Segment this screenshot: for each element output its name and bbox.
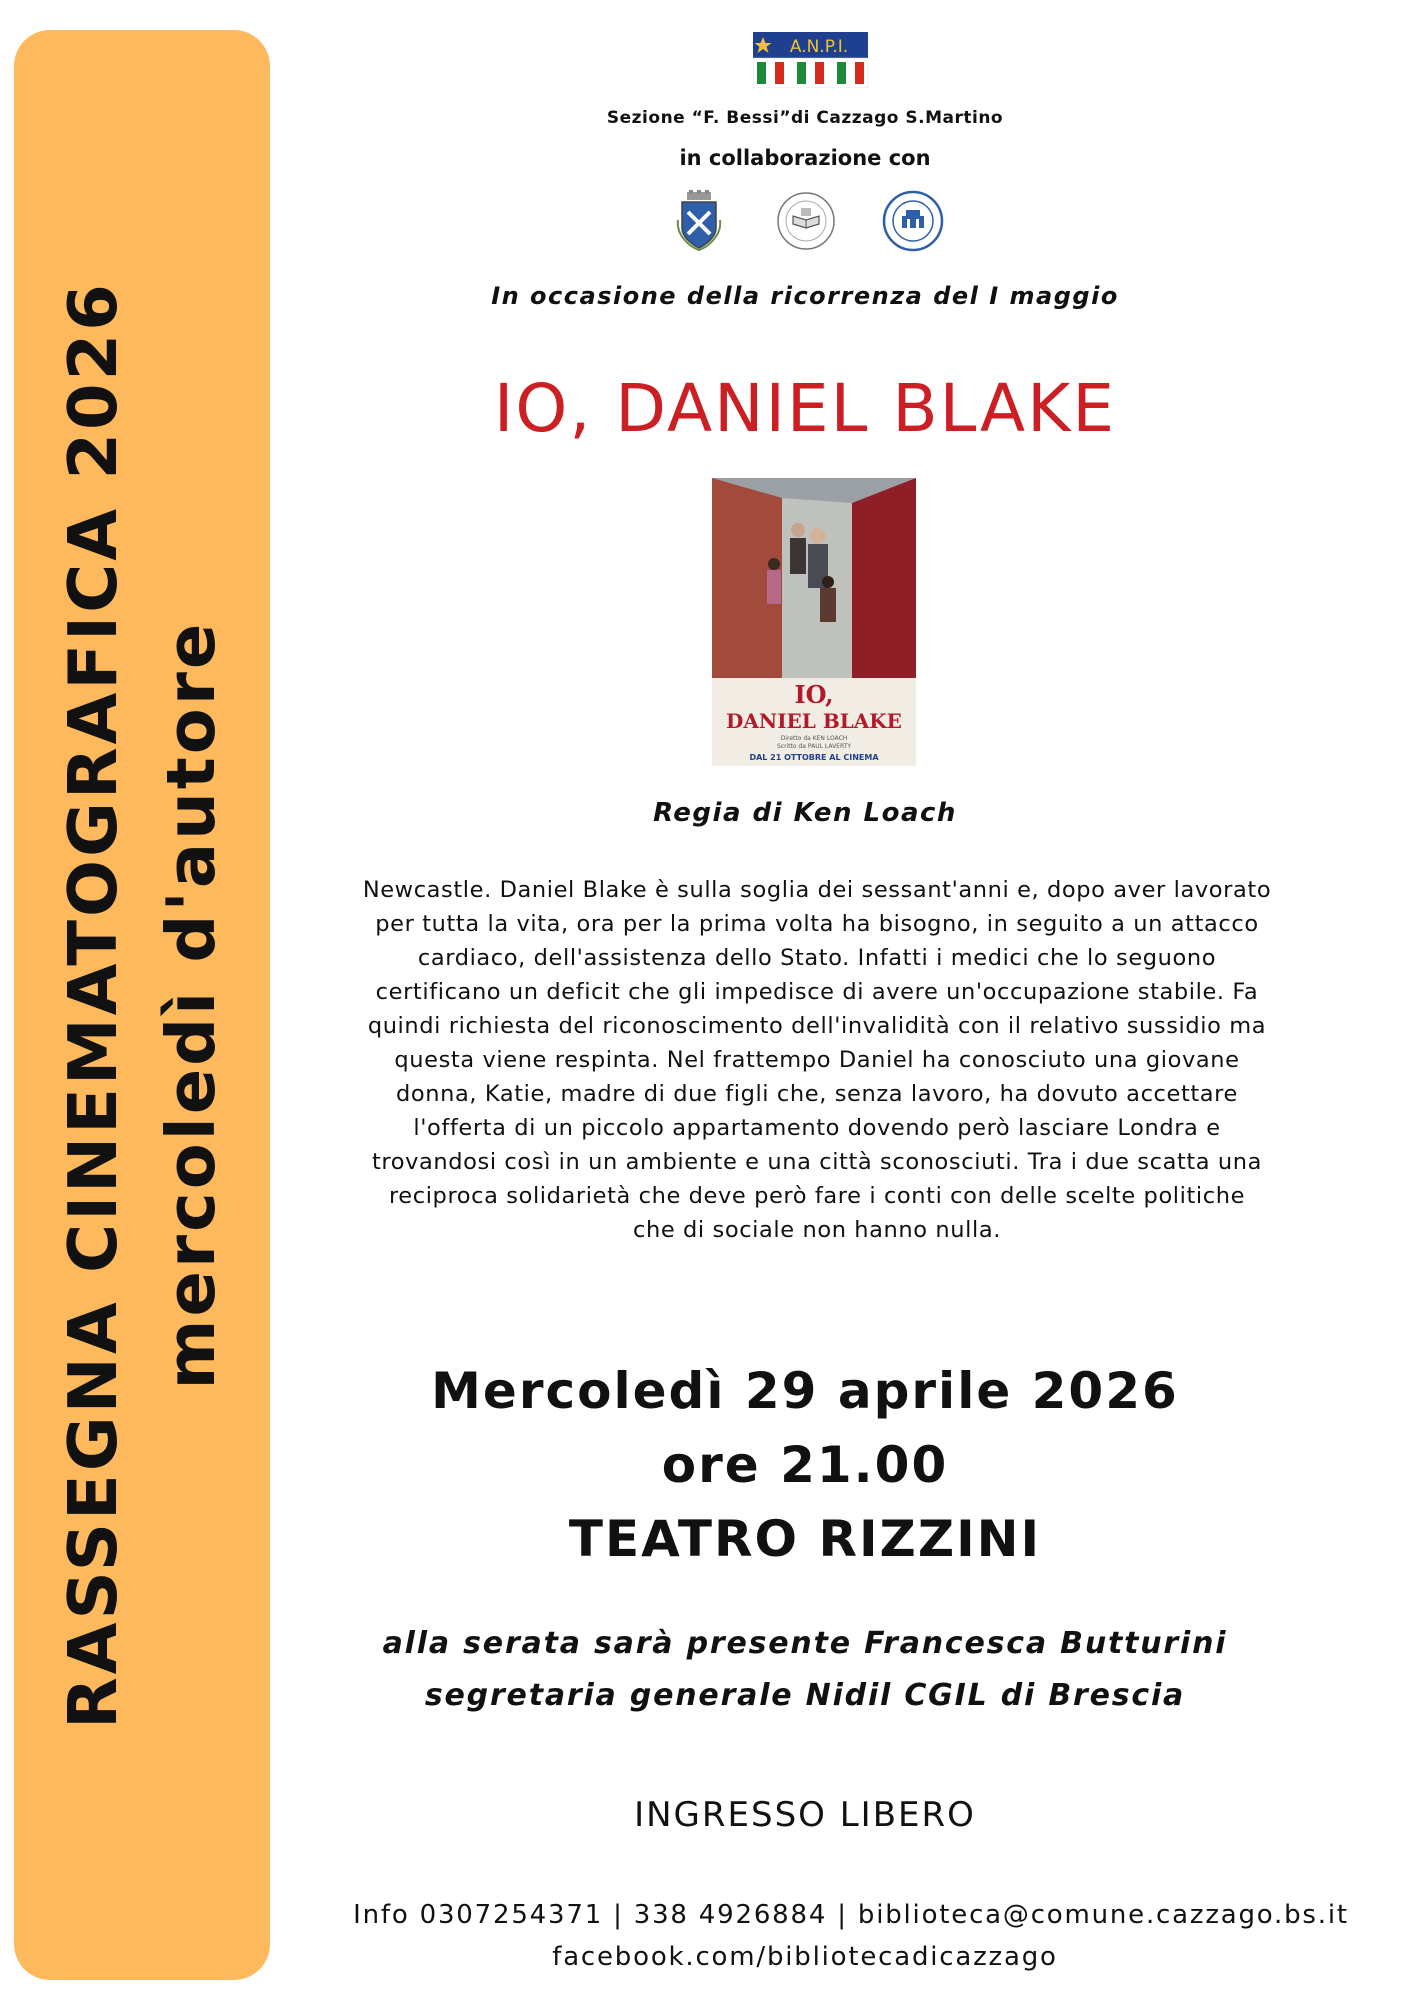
event-time: ore 21.00 [661,1436,949,1494]
film-poster [712,478,916,766]
poster-credits-line2: Scritto da PAUL LAVERTY [776,743,852,750]
synopsis-line: cardiaco, dell'assistenza dello Stato. Infatti i medici che lo seguono [417,945,1217,971]
synopsis-line: quindi richiesta del riconoscimento dell'invalidità con il relativo sussidio ma [367,1013,1267,1039]
synopsis-line: trovandosi così in un ambiente e una città sconosciuti. Tra i due scatta una [371,1149,1263,1175]
synopsis-line: l'offerta di un piccolo appartamento dovendo però lasciare Londra e [413,1115,1221,1141]
poster-credits-line1: Diretto da KEN LOACH [780,735,848,742]
sidebar-series-subtitle: mercoledì d'autore [152,620,230,1390]
contact-info: Info 0307254371 | 338 4926884 | biblioteca@comune.cazzago.bs.it [353,1900,1349,1930]
poster-title-line1: IO, [794,680,834,709]
film-synopsis [312,873,1322,1247]
synopsis-line: che di sociale non hanno nulla. [633,1217,1001,1243]
main-content [290,0,1414,2000]
collaboration-label: in collaborazione con [679,146,931,170]
sidebar-title [44,281,240,1729]
coat-of-arms-icon [674,190,724,252]
anpi-logo [753,32,868,88]
facebook-link: facebook.com/bibliotecadicazzago [552,1942,1058,1972]
sidebar-series-title: RASSEGNA CINEMATOGRAFICA 2026 [54,281,132,1729]
poster-release: DAL 21 OTTOBRE AL CINEMA [749,753,879,762]
synopsis-line: certificano un deficit che gli impedisce di avere un'occupazione stabile. Fa [375,979,1259,1005]
entry-notice: INGRESSO LIBERO [634,1795,976,1835]
synopsis-line: per tutta la vita, ora per la prima volta ha bisogno, in seguito a un attacco [375,911,1259,937]
guest-line-1: alla serata sarà presente Francesca Butturini [382,1626,1228,1661]
poster-title-line2: DANIEL BLAKE [726,709,902,733]
film-director: Regia di Ken Loach [653,798,957,828]
event-venue: TEATRO RIZZINI [568,1510,1042,1568]
synopsis-line: Newcastle. Daniel Blake è sulla soglia dei sessant'anni e, dopo aver lavorato [362,877,1272,903]
guest-line-2: segretaria generale Nidil CGIL di Brescia [424,1678,1186,1713]
partner-logos [290,190,1320,260]
synopsis-line: questa viene respinta. Nel frattempo Daniel ha conosciuto una giovane [394,1047,1240,1073]
pro-loco-seal-icon [882,190,944,252]
event-occasion: In occasione della ricorrenza del I maggio [491,282,1119,310]
synopsis-line: donna, Katie, madre di due figli che, senza lavoro, ha dovuto accettare [396,1081,1238,1107]
organization-name: Sezione “F. Bessi”di Cazzago S.Martino [606,108,1004,128]
film-title: IO, DANIEL BLAKE [493,370,1117,447]
library-seal-icon [775,190,837,252]
synopsis-line: reciproca solidarietà che deve però fare i conti con delle scelte politiche [388,1183,1246,1209]
event-date: Mercoledì 29 aprile 2026 [431,1362,1179,1420]
anpi-logo-text: A.N.P.I. [789,37,849,57]
